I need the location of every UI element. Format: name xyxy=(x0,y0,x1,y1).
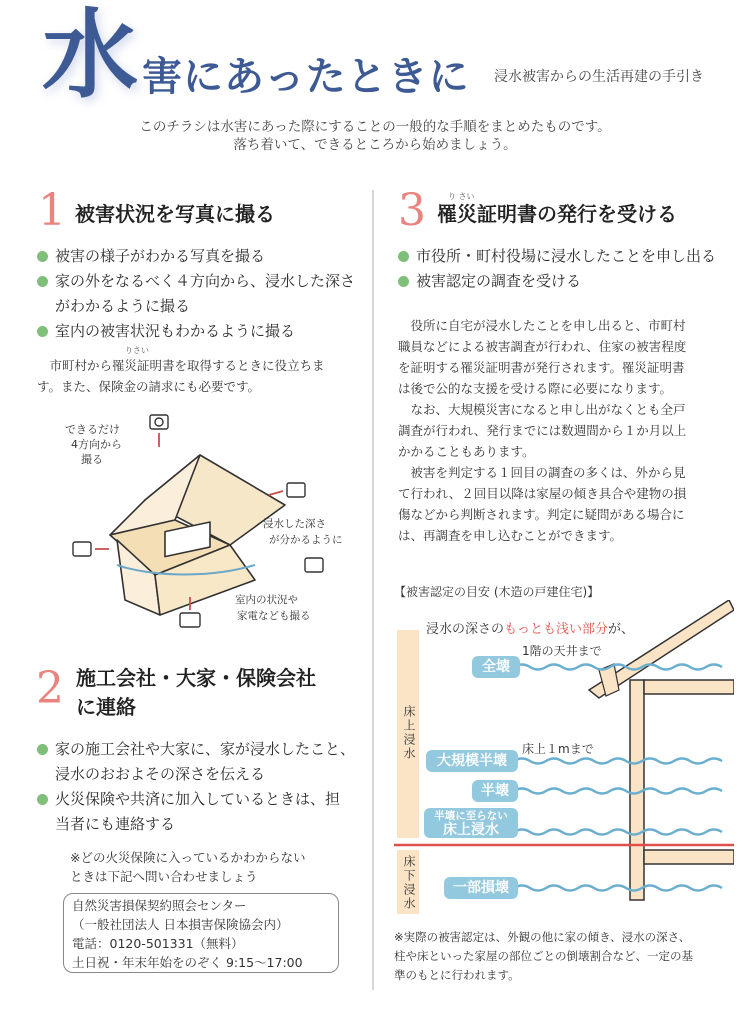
para-line: 被害を判定する１回目の調査の多くは、外から見 xyxy=(410,465,686,480)
final-note xyxy=(394,928,724,985)
camera-icon xyxy=(287,483,305,497)
contact-hours: 土日祝・年末年始をのぞく 9:15〜17:00 xyxy=(72,955,303,970)
section1-para-line1: 市町村から罹災証明書を取得するときに役立ちま xyxy=(49,358,325,373)
insurance-note-line1: ※どの火災保険に入っているかわからない xyxy=(70,850,306,865)
below-floor-label: 床下浸水 xyxy=(402,855,416,911)
illus-note-4dir-3: 撮る xyxy=(81,453,103,466)
diagram-title: 【被害認定の目安 (木造の戸建住宅)】 xyxy=(394,585,600,599)
contact-phone: 電話：0120-501331（無料） xyxy=(72,936,244,951)
section2-heading-line1: 施工会社・大家・保険会社 xyxy=(76,666,316,690)
level-ichibu-sonkai: 一部損壊 xyxy=(444,877,518,899)
caption-post: が、 xyxy=(608,622,635,637)
para-line: 役所に自宅が浸水したことを申し出ると、市町村 xyxy=(410,318,686,333)
title-big-character: 水 xyxy=(42,0,136,111)
illus-note-4dir-2: 4方向から xyxy=(71,438,122,451)
level-daikibo-hankai: 大規模半壊 xyxy=(426,750,518,772)
section3-number: 3 xyxy=(398,185,426,236)
para-line: は後で公的な支援を受ける際に必要になります。 xyxy=(398,381,673,396)
contact-box xyxy=(63,893,339,973)
bullet-item: 家の施工会社や大家に、家が浸水したこと、 xyxy=(37,737,367,762)
level-not-hankai: 半壊に至らない xyxy=(434,810,508,822)
illus-note-4dir-1: できるだけ xyxy=(65,423,120,436)
diagram-caption xyxy=(426,618,634,637)
para-line: 傷などから判断されます。判定に疑問がある場合に xyxy=(398,507,685,522)
section1-heading: 被害状況を写真に撮る xyxy=(75,202,275,226)
camera-icon xyxy=(150,415,168,429)
level-hankai: 半壊 xyxy=(472,780,518,802)
section2-number: 2 xyxy=(36,663,64,714)
ceiling-level-label: 1階の天井まで xyxy=(522,644,602,658)
section2-bullet-list xyxy=(37,737,367,837)
section1-number: 1 xyxy=(38,185,66,236)
illus-note-depth-1: 浸水した深さ xyxy=(263,518,326,530)
bullet-item: 市役所・町村役場に浸水したことを申し出る xyxy=(398,244,738,269)
para-line: 調査が行われ、発行までには数週間から１か月以上 xyxy=(398,423,687,438)
house-photo-illustration xyxy=(55,405,365,640)
para-line: を証明する罹災証明書が発行されます。罹災証明書 xyxy=(398,360,685,375)
bullet-item: 被害の様子がわかる写真を撮る xyxy=(37,244,367,269)
para-line: て行われ、２回目以降は家屋の傾き具合や建物の損 xyxy=(398,486,687,501)
camera-icon xyxy=(305,558,323,572)
final-note-line2: 柱や床といった家屋の部位ごとの倒壊割合など、一定の基 xyxy=(394,949,693,963)
contact-org: 自然災害損保契約照会センター xyxy=(72,898,247,913)
level-yukaue xyxy=(424,808,518,838)
bullet-item-continued: がわかるように撮る xyxy=(55,297,191,315)
section3-bullet-list xyxy=(398,244,738,294)
bullet-item-continued: 浸水のおおよその深さを伝える xyxy=(55,765,266,783)
para-line: かかることもあります。 xyxy=(398,444,535,459)
ruby-risai: り さい xyxy=(448,192,475,201)
final-note-line1: ※実際の被害認定は、外観の他に家の傾き、浸水の深さ、 xyxy=(394,930,691,944)
arrow-icon xyxy=(269,491,283,495)
column-divider xyxy=(372,190,374,990)
illus-note-depth-2: が分かるように xyxy=(269,534,343,546)
illus-note-indoor-1: 室内の状況や xyxy=(235,594,298,606)
bullet-item: 室内の被害状況もわかるように撮る xyxy=(37,319,367,344)
bullet-item: 家の外をなるべく４方向から、浸水した深さ xyxy=(37,269,367,294)
level-zenkai: 全壊 xyxy=(472,656,520,678)
intro-line-1: このチラシは水害にあった際にすることの一般的な手順をまとめたものです。 xyxy=(139,119,611,135)
floor-1m-label: 床上１mまで xyxy=(522,742,594,756)
damage-diagram xyxy=(394,600,734,920)
section1-bullet-list xyxy=(37,244,367,344)
bullet-item: 火災保険や共済に加入しているときは、担 xyxy=(37,787,367,812)
camera-icon xyxy=(73,542,91,556)
para-line: は、再調査を申し込むことができます。 xyxy=(398,528,623,543)
insurance-note-line2: ときは下記へ問い合わせましょう xyxy=(70,869,258,884)
para-line: 職員などによる被害調査が行われ、住家の被害程度 xyxy=(398,339,687,354)
ruby-risai: りさい xyxy=(125,346,149,355)
caption-highlight: もっとも浅い部分 xyxy=(504,622,609,637)
para-line: なお、大規模災害になると申し出がなくとも全戸 xyxy=(410,402,686,417)
floor-beam xyxy=(644,850,734,864)
page-title: 害にあったときに xyxy=(142,54,470,100)
page-subtitle: 浸水被害からの生活再建の手引き xyxy=(494,69,704,85)
caption-pre: 浸水の深さの xyxy=(426,622,505,637)
bullet-item: 被害認定の調査を受ける xyxy=(398,269,738,294)
ceiling-beam xyxy=(644,680,734,694)
contact-org-parent: （一般社団法人 日本損害保険協会内） xyxy=(72,917,289,932)
final-note-line3: 準のもとに行われます。 xyxy=(394,968,520,982)
section2-heading-line2: に連絡 xyxy=(76,695,136,719)
above-floor-label: 床上浸水 xyxy=(402,705,416,761)
bullet-item-continued: 当者にも連絡する xyxy=(55,815,176,833)
intro-line-2: 落ち着いて、できるところから始めましょう。 xyxy=(233,137,517,153)
section1-para-line2: す。また、保険金の請求にも必要です。 xyxy=(37,379,261,394)
illus-note-indoor-2: 家電なども撮る xyxy=(237,610,311,622)
section3-paragraph xyxy=(398,315,718,546)
level-yukaue-label: 床上浸水 xyxy=(443,822,499,838)
camera-icon xyxy=(180,613,200,627)
section3-heading: 罹災証明書の発行を受ける xyxy=(437,202,677,226)
